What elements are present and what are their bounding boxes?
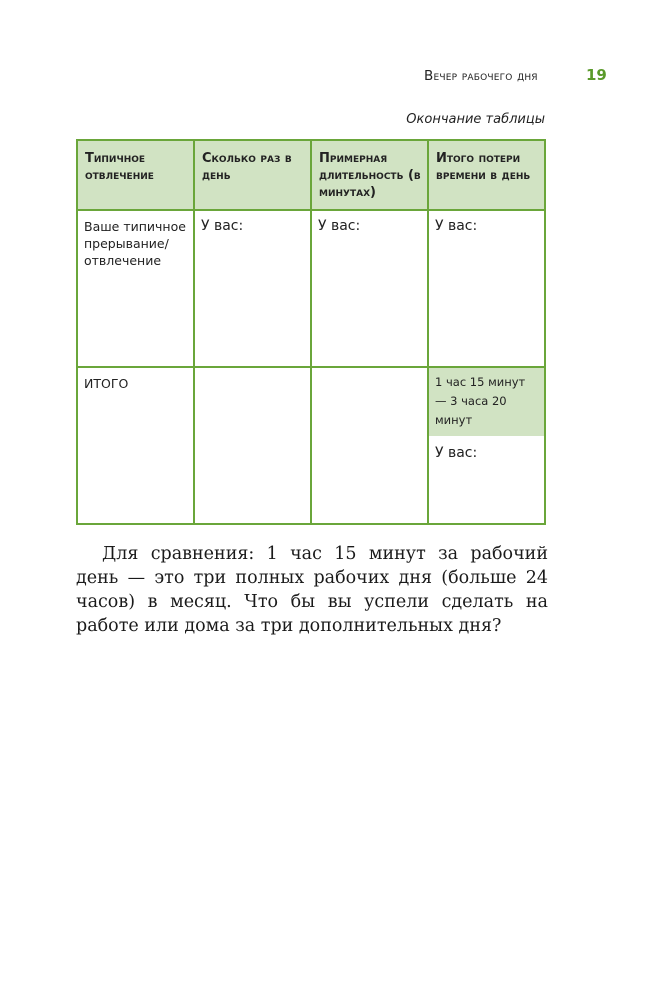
cell-total-result [428,367,545,524]
table-caption: Окончание таблицы [406,112,545,127]
cell-total-label: ИТОГО [77,367,194,524]
column-header-distraction: Типичное отвлечение [77,140,194,210]
page-number: 19 [586,66,607,84]
distraction-table [76,139,546,525]
cell-duration-yours: У вас: [311,210,428,367]
table-row-total [77,367,545,524]
total-range: 1 час 15 минут — 3 часа 20 минут [429,368,544,436]
column-header-times-per-day: Сколько раз в день [194,140,311,210]
cell-empty [194,367,311,524]
cell-total-yours: У вас: [428,210,545,367]
total-yours: У вас: [435,445,478,461]
cell-times-yours: У вас: [194,210,311,367]
table-header-row [77,140,545,210]
column-header-total-loss: Итого потери времени в день [428,140,545,210]
body-paragraph: Для сравнения: 1 час 15 минут за рабочий день — это три полных рабочих дня (больше 24 часов) в месяц. Что бы вы успели сделать на работе или дома за три дополнительных дня? [76,544,548,636]
chapter-title: Вечер рабочего дня [424,68,538,84]
running-head [424,68,538,84]
table-row [77,210,545,367]
cell-empty [311,367,428,524]
column-header-duration: Примерная длительность (в минутах) [311,140,428,210]
cell-distraction-label: Ваше типичное прерывание/ отвлечение [77,210,194,367]
